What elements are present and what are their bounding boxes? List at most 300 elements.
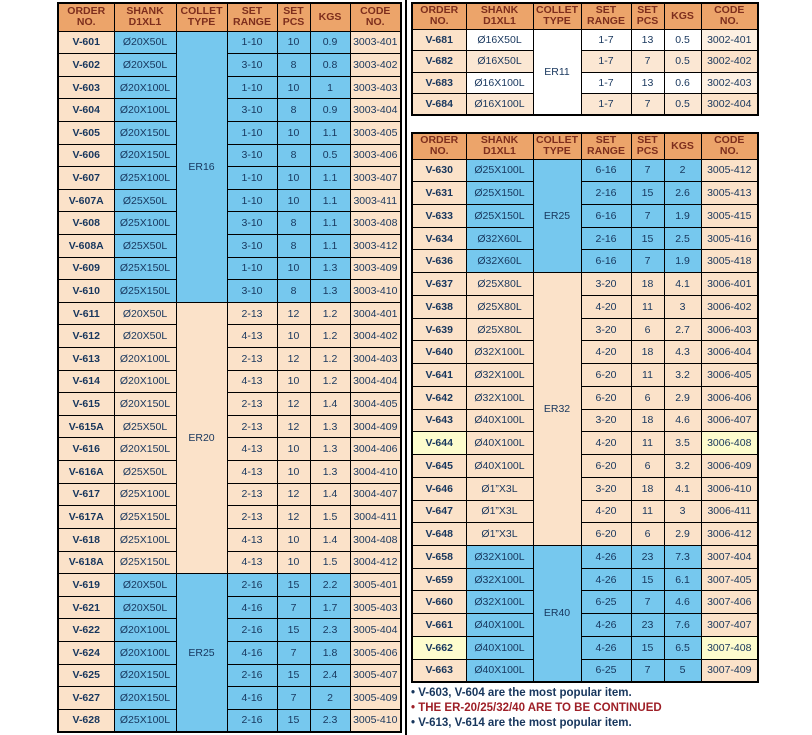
table-row <box>58 212 401 235</box>
order-no-cell: V-634 <box>412 227 466 250</box>
set-range-cell: 4-20 <box>581 500 631 523</box>
set-pcs-cell: 6 <box>631 318 664 341</box>
kgs-cell: 1.3 <box>310 257 350 280</box>
collet-type-cell: ER32 <box>533 273 581 546</box>
column-header: KGS <box>664 3 701 29</box>
order-no-cell: V-636 <box>412 250 466 273</box>
set-pcs-cell: 10 <box>277 528 310 551</box>
order-no-cell: V-601 <box>58 31 114 54</box>
order-no-cell: V-662 <box>412 636 466 659</box>
order-no-cell: V-616A <box>58 461 114 484</box>
set-pcs-cell: 6 <box>631 455 664 478</box>
shank-cell: Ø32X100L <box>466 364 533 387</box>
shank-cell: Ø1”X3L <box>466 477 533 500</box>
table-row <box>58 144 401 167</box>
set-pcs-cell: 6 <box>631 523 664 546</box>
kgs-cell: 4.1 <box>664 477 701 500</box>
table-row <box>58 302 401 325</box>
set-pcs-cell: 13 <box>631 29 664 51</box>
footer-note: • THE ER-20/25/32/40 ARE TO BE CONTINUED <box>411 702 662 714</box>
shank-cell: Ø20X100L <box>114 619 176 642</box>
column-header: SET RANGE <box>581 3 631 29</box>
shank-cell: Ø20X50L <box>114 31 176 54</box>
set-range-cell: 6-16 <box>581 204 631 227</box>
set-pcs-cell: 10 <box>277 167 310 190</box>
set-pcs-cell: 12 <box>277 415 310 438</box>
set-range-cell: 3-10 <box>227 280 277 303</box>
kgs-cell: 2.4 <box>310 664 350 687</box>
right-bottom-collet-chuck-table <box>411 132 759 683</box>
left-collet-chuck-table <box>57 2 402 733</box>
table-row <box>58 370 401 393</box>
set-pcs-cell: 18 <box>631 273 664 296</box>
code-no-cell: 3003-407 <box>350 167 401 190</box>
set-range-cell: 3-10 <box>227 234 277 257</box>
code-no-cell: 3006-408 <box>701 432 758 455</box>
table-row <box>412 295 758 318</box>
shank-cell: Ø20X100L <box>114 76 176 99</box>
shank-cell: Ø25X80L <box>466 273 533 296</box>
table-row <box>412 227 758 250</box>
set-range-cell: 1-7 <box>581 94 631 116</box>
order-no-cell: V-681 <box>412 29 466 51</box>
column-header: SET PCS <box>631 3 664 29</box>
column-header: SHANK D1XL1 <box>466 133 533 159</box>
shank-cell: Ø25X80L <box>466 318 533 341</box>
column-header: SET PCS <box>277 3 310 31</box>
set-range-cell: 4-16 <box>227 641 277 664</box>
set-pcs-cell: 10 <box>277 257 310 280</box>
footer-note: • V-603, V-604 are the most popular item. <box>411 687 632 699</box>
order-no-cell: V-646 <box>412 477 466 500</box>
order-no-cell: V-611 <box>58 302 114 325</box>
kgs-cell: 4.1 <box>664 273 701 296</box>
kgs-cell: 4.3 <box>664 341 701 364</box>
shank-cell: Ø32X100L <box>466 568 533 591</box>
table-row <box>412 432 758 455</box>
code-no-cell: 3004-411 <box>350 506 401 529</box>
table-row <box>58 54 401 77</box>
set-pcs-cell: 8 <box>277 234 310 257</box>
table-row <box>412 409 758 432</box>
kgs-cell: 1.1 <box>310 121 350 144</box>
column-header: CODE NO. <box>350 3 401 31</box>
set-range-cell: 6-20 <box>581 523 631 546</box>
kgs-cell: 2.6 <box>664 182 701 205</box>
order-no-cell: V-602 <box>58 54 114 77</box>
set-range-cell: 3-10 <box>227 99 277 122</box>
shank-cell: Ø40X100L <box>466 636 533 659</box>
code-no-cell: 3003-410 <box>350 280 401 303</box>
order-no-cell: V-610 <box>58 280 114 303</box>
column-header: COLLET TYPE <box>176 3 227 31</box>
set-range-cell: 4-26 <box>581 545 631 568</box>
order-no-cell: V-633 <box>412 204 466 227</box>
table-row <box>58 31 401 54</box>
order-no-cell: V-607 <box>58 167 114 190</box>
shank-cell: Ø20X150L <box>114 438 176 461</box>
set-pcs-cell: 7 <box>277 596 310 619</box>
order-no-cell: V-663 <box>412 659 466 682</box>
set-range-cell: 4-13 <box>227 370 277 393</box>
table-row <box>58 348 401 371</box>
table-row <box>412 182 758 205</box>
shank-cell: Ø16X50L <box>466 29 533 51</box>
set-pcs-cell: 18 <box>631 409 664 432</box>
code-no-cell: 3005-401 <box>350 574 401 597</box>
order-no-cell: V-619 <box>58 574 114 597</box>
set-pcs-cell: 7 <box>631 159 664 182</box>
set-range-cell: 1-10 <box>227 31 277 54</box>
code-no-cell: 3003-404 <box>350 99 401 122</box>
set-range-cell: 6-16 <box>581 250 631 273</box>
shank-cell: Ø40X100L <box>466 659 533 682</box>
kgs-cell: 1.3 <box>310 280 350 303</box>
code-no-cell: 3007-404 <box>701 545 758 568</box>
shank-cell: Ø25X100L <box>114 528 176 551</box>
table-row <box>412 477 758 500</box>
set-range-cell: 1-7 <box>581 72 631 94</box>
table-row <box>58 461 401 484</box>
shank-cell: Ø20X150L <box>114 687 176 710</box>
set-range-cell: 1-10 <box>227 121 277 144</box>
column-header: KGS <box>310 3 350 31</box>
order-no-cell: V-609 <box>58 257 114 280</box>
kgs-cell: 1.9 <box>664 204 701 227</box>
table-row <box>412 273 758 296</box>
set-pcs-cell: 15 <box>631 227 664 250</box>
code-no-cell: 3006-405 <box>701 364 758 387</box>
order-no-cell: V-606 <box>58 144 114 167</box>
set-range-cell: 3-10 <box>227 144 277 167</box>
code-no-cell: 3005-404 <box>350 619 401 642</box>
set-pcs-cell: 18 <box>631 477 664 500</box>
table-row <box>412 545 758 568</box>
shank-cell: Ø32X60L <box>466 227 533 250</box>
shank-cell: Ø20X150L <box>114 393 176 416</box>
set-pcs-cell: 10 <box>277 370 310 393</box>
kgs-cell: 3 <box>664 295 701 318</box>
table-row <box>58 641 401 664</box>
shank-cell: Ø25X150L <box>114 551 176 574</box>
table-row <box>412 614 758 637</box>
set-pcs-cell: 10 <box>277 76 310 99</box>
order-no-cell: V-639 <box>412 318 466 341</box>
kgs-cell: 3.2 <box>664 364 701 387</box>
table-row <box>58 325 401 348</box>
order-no-cell: V-661 <box>412 614 466 637</box>
set-pcs-cell: 18 <box>631 341 664 364</box>
set-pcs-cell: 12 <box>277 506 310 529</box>
set-pcs-cell: 7 <box>277 641 310 664</box>
right-top-er11-table <box>411 2 759 116</box>
set-range-cell: 4-13 <box>227 461 277 484</box>
set-pcs-cell: 7 <box>631 250 664 273</box>
set-range-cell: 2-13 <box>227 348 277 371</box>
set-range-cell: 1-7 <box>581 29 631 51</box>
order-no-cell: V-608 <box>58 212 114 235</box>
shank-cell: Ø16X100L <box>466 94 533 116</box>
table-row <box>58 99 401 122</box>
shank-cell: Ø20X50L <box>114 325 176 348</box>
kgs-cell: 1.1 <box>310 167 350 190</box>
table-row <box>58 506 401 529</box>
code-no-cell: 3002-401 <box>701 29 758 51</box>
table-row <box>58 483 401 506</box>
set-range-cell: 1-10 <box>227 257 277 280</box>
table-row <box>58 687 401 710</box>
set-pcs-cell: 10 <box>277 189 310 212</box>
code-no-cell: 3003-403 <box>350 76 401 99</box>
set-range-cell: 2-16 <box>227 664 277 687</box>
kgs-cell: 0.9 <box>310 99 350 122</box>
order-no-cell: V-648 <box>412 523 466 546</box>
order-no-cell: V-637 <box>412 273 466 296</box>
set-pcs-cell: 15 <box>631 568 664 591</box>
set-range-cell: 2-13 <box>227 393 277 416</box>
order-no-cell: V-612 <box>58 325 114 348</box>
set-range-cell: 4-13 <box>227 528 277 551</box>
kgs-cell: 2.5 <box>664 227 701 250</box>
shank-cell: Ø25X50L <box>114 415 176 438</box>
set-range-cell: 2-16 <box>581 182 631 205</box>
table-row <box>412 204 758 227</box>
code-no-cell: 3004-412 <box>350 551 401 574</box>
order-no-cell: V-659 <box>412 568 466 591</box>
code-no-cell: 3006-411 <box>701 500 758 523</box>
shank-cell: Ø20X100L <box>114 99 176 122</box>
order-no-cell: V-627 <box>58 687 114 710</box>
kgs-cell: 1.4 <box>310 393 350 416</box>
set-range-cell: 2-16 <box>227 619 277 642</box>
kgs-cell: 3.5 <box>664 432 701 455</box>
shank-cell: Ø25X50L <box>114 234 176 257</box>
set-range-cell: 1-10 <box>227 76 277 99</box>
table-row <box>412 659 758 682</box>
table-row <box>412 51 758 73</box>
code-no-cell: 3005-407 <box>350 664 401 687</box>
kgs-cell: 6.5 <box>664 636 701 659</box>
kgs-cell: 1.3 <box>310 461 350 484</box>
table-row <box>412 72 758 94</box>
code-no-cell: 3003-409 <box>350 257 401 280</box>
set-range-cell: 2-13 <box>227 483 277 506</box>
shank-cell: Ø40X100L <box>466 614 533 637</box>
code-no-cell: 3004-407 <box>350 483 401 506</box>
shank-cell: Ø25X100L <box>114 709 176 732</box>
code-no-cell: 3006-404 <box>701 341 758 364</box>
kgs-cell: 1.8 <box>310 641 350 664</box>
table-row <box>412 591 758 614</box>
column-header: KGS <box>664 133 701 159</box>
shank-cell: Ø1”X3L <box>466 500 533 523</box>
shank-cell: Ø25X150L <box>466 204 533 227</box>
table-row <box>412 568 758 591</box>
table-row <box>412 29 758 51</box>
code-no-cell: 3004-405 <box>350 393 401 416</box>
shank-cell: Ø20X50L <box>114 54 176 77</box>
shank-cell: Ø16X50L <box>466 51 533 73</box>
order-no-cell: V-645 <box>412 455 466 478</box>
table-row <box>58 619 401 642</box>
kgs-cell: 2.7 <box>664 318 701 341</box>
code-no-cell: 3007-408 <box>701 636 758 659</box>
set-range-cell: 4-26 <box>581 568 631 591</box>
code-no-cell: 3005-415 <box>701 204 758 227</box>
set-range-cell: 4-20 <box>581 432 631 455</box>
order-no-cell: V-630 <box>412 159 466 182</box>
code-no-cell: 3005-409 <box>350 687 401 710</box>
kgs-cell: 3 <box>664 500 701 523</box>
shank-cell: Ø32X100L <box>466 545 533 568</box>
code-no-cell: 3006-407 <box>701 409 758 432</box>
set-range-cell: 4-16 <box>227 687 277 710</box>
code-no-cell: 3002-402 <box>701 51 758 73</box>
set-pcs-cell: 8 <box>277 280 310 303</box>
code-no-cell: 3002-404 <box>701 94 758 116</box>
kgs-cell: 0.8 <box>310 54 350 77</box>
set-range-cell: 2-16 <box>581 227 631 250</box>
footer-note: • V-613, V-614 are the most popular item. <box>411 717 632 729</box>
table-row <box>412 318 758 341</box>
kgs-cell: 4.6 <box>664 591 701 614</box>
table-row <box>58 280 401 303</box>
order-no-cell: V-641 <box>412 364 466 387</box>
kgs-cell: 1.5 <box>310 551 350 574</box>
set-pcs-cell: 7 <box>631 204 664 227</box>
table-row <box>58 551 401 574</box>
set-range-cell: 4-20 <box>581 341 631 364</box>
table-row <box>58 438 401 461</box>
set-pcs-cell: 12 <box>277 302 310 325</box>
kgs-cell: 1.4 <box>310 483 350 506</box>
shank-cell: Ø20X100L <box>114 370 176 393</box>
set-pcs-cell: 7 <box>631 51 664 73</box>
shank-cell: Ø1”X3L <box>466 523 533 546</box>
code-no-cell: 3004-408 <box>350 528 401 551</box>
set-pcs-cell: 15 <box>631 636 664 659</box>
column-header: COLLET TYPE <box>533 3 581 29</box>
shank-cell: Ø40X100L <box>466 455 533 478</box>
set-pcs-cell: 7 <box>631 94 664 116</box>
shank-cell: Ø20X150L <box>114 121 176 144</box>
order-no-cell: V-638 <box>412 295 466 318</box>
column-header: ORDER NO. <box>412 3 466 29</box>
code-no-cell: 3005-418 <box>701 250 758 273</box>
shank-cell: Ø25X50L <box>114 189 176 212</box>
set-pcs-cell: 11 <box>631 500 664 523</box>
code-no-cell: 3006-412 <box>701 523 758 546</box>
code-no-cell: 3005-406 <box>350 641 401 664</box>
set-range-cell: 3-20 <box>581 273 631 296</box>
code-no-cell: 3004-402 <box>350 325 401 348</box>
code-no-cell: 3003-405 <box>350 121 401 144</box>
set-range-cell: 2-16 <box>227 574 277 597</box>
shank-cell: Ø32X100L <box>466 591 533 614</box>
set-range-cell: 1-7 <box>581 51 631 73</box>
column-divider <box>405 0 407 735</box>
order-no-cell: V-613 <box>58 348 114 371</box>
kgs-cell: 1.4 <box>310 528 350 551</box>
column-header: ORDER NO. <box>58 3 114 31</box>
shank-cell: Ø20X150L <box>114 664 176 687</box>
shank-cell: Ø20X50L <box>114 574 176 597</box>
table-row <box>58 121 401 144</box>
table-row <box>58 528 401 551</box>
collet-type-cell: ER16 <box>176 31 227 302</box>
code-no-cell: 3003-411 <box>350 189 401 212</box>
shank-cell: Ø25X150L <box>114 257 176 280</box>
set-range-cell: 6-20 <box>581 386 631 409</box>
kgs-cell: 1.1 <box>310 189 350 212</box>
set-pcs-cell: 7 <box>631 659 664 682</box>
code-no-cell: 3006-403 <box>701 318 758 341</box>
set-range-cell: 6-25 <box>581 591 631 614</box>
set-pcs-cell: 10 <box>277 551 310 574</box>
code-no-cell: 3006-406 <box>701 386 758 409</box>
column-header: CODE NO. <box>701 3 758 29</box>
set-pcs-cell: 10 <box>277 438 310 461</box>
kgs-cell: 2.9 <box>664 523 701 546</box>
code-no-cell: 3006-401 <box>701 273 758 296</box>
code-no-cell: 3003-401 <box>350 31 401 54</box>
set-pcs-cell: 11 <box>631 432 664 455</box>
table-row <box>58 415 401 438</box>
set-range-cell: 4-13 <box>227 325 277 348</box>
table-row <box>58 596 401 619</box>
set-range-cell: 4-13 <box>227 438 277 461</box>
order-no-cell: V-660 <box>412 591 466 614</box>
order-no-cell: V-618 <box>58 528 114 551</box>
kgs-cell: 5 <box>664 659 701 682</box>
set-range-cell: 1-10 <box>227 189 277 212</box>
shank-cell: Ø32X60L <box>466 250 533 273</box>
kgs-cell: 1.2 <box>310 370 350 393</box>
set-pcs-cell: 12 <box>277 393 310 416</box>
order-no-cell: V-617A <box>58 506 114 529</box>
column-header: SHANK D1XL1 <box>114 3 176 31</box>
kgs-cell: 0.5 <box>664 94 701 116</box>
order-no-cell: V-624 <box>58 641 114 664</box>
shank-cell: Ø25X80L <box>466 295 533 318</box>
order-no-cell: V-615A <box>58 415 114 438</box>
set-pcs-cell: 13 <box>631 72 664 94</box>
code-no-cell: 3004-406 <box>350 438 401 461</box>
set-pcs-cell: 7 <box>631 591 664 614</box>
set-range-cell: 4-13 <box>227 551 277 574</box>
set-pcs-cell: 15 <box>277 619 310 642</box>
set-range-cell: 3-20 <box>581 409 631 432</box>
column-header: SET RANGE <box>227 3 277 31</box>
shank-cell: Ø32X100L <box>466 341 533 364</box>
set-range-cell: 6-16 <box>581 159 631 182</box>
set-range-cell: 2-16 <box>227 709 277 732</box>
code-no-cell: 3003-406 <box>350 144 401 167</box>
set-pcs-cell: 7 <box>277 687 310 710</box>
order-no-cell: V-616 <box>58 438 114 461</box>
table-row <box>58 709 401 732</box>
code-no-cell: 3007-409 <box>701 659 758 682</box>
kgs-cell: 7.3 <box>664 545 701 568</box>
shank-cell: Ø40X100L <box>466 432 533 455</box>
set-pcs-cell: 23 <box>631 545 664 568</box>
set-range-cell: 3-20 <box>581 477 631 500</box>
kgs-cell: 2.9 <box>664 386 701 409</box>
kgs-cell: 0.9 <box>310 31 350 54</box>
shank-cell: Ø25X150L <box>114 506 176 529</box>
code-no-cell: 3006-409 <box>701 455 758 478</box>
set-range-cell: 3-20 <box>581 318 631 341</box>
